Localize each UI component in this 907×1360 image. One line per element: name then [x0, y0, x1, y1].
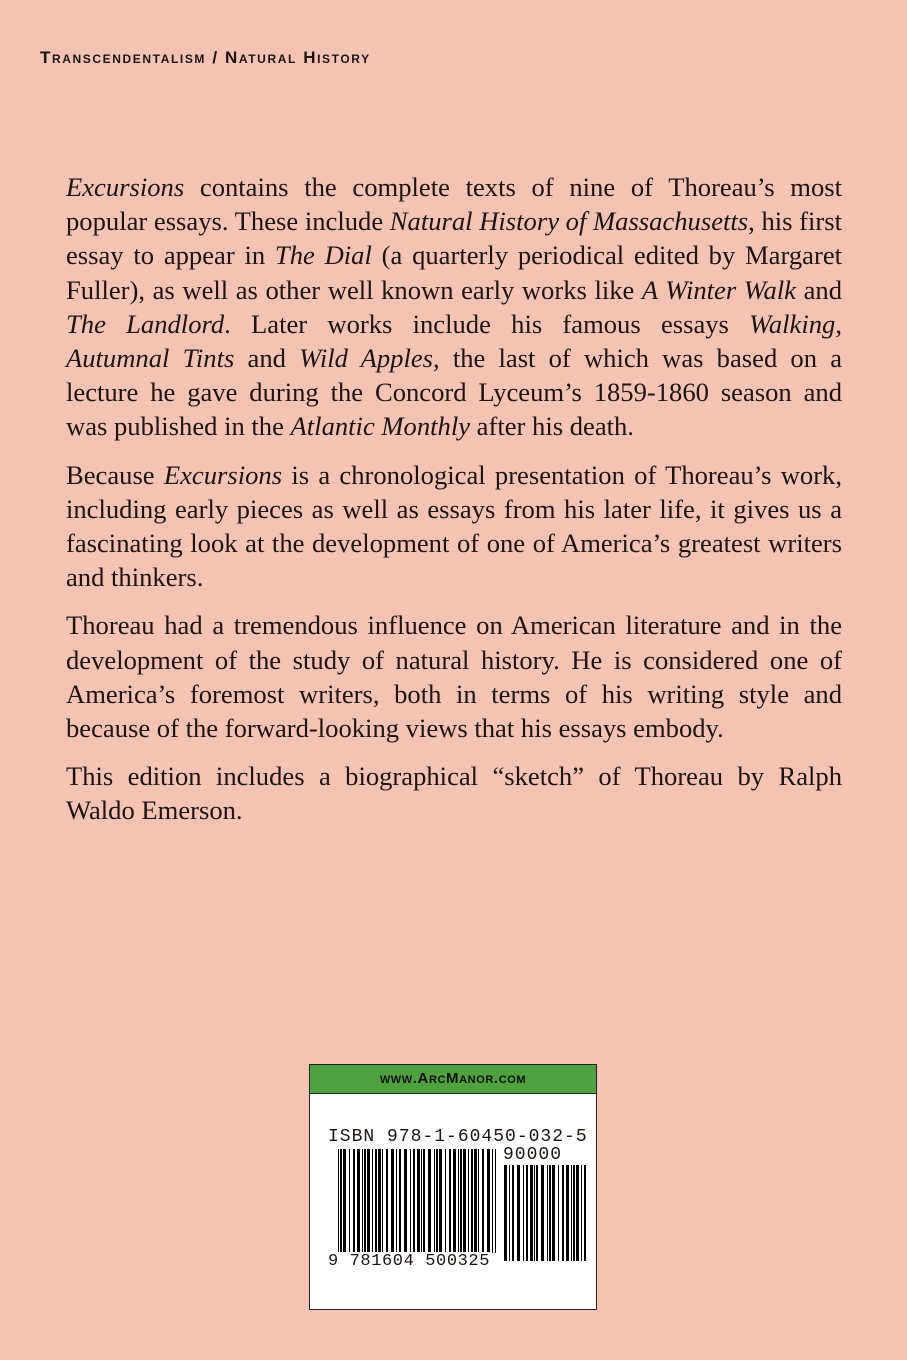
- barcode-bar: [576, 1165, 579, 1261]
- barcode-bar: [382, 1149, 383, 1253]
- italic-title: The Dial: [274, 240, 372, 271]
- barcode-bar: [391, 1149, 394, 1253]
- text-run: . Later works include his famous essays: [224, 308, 750, 339]
- barcode-bar: [413, 1149, 415, 1253]
- barcode-bar: [552, 1165, 555, 1261]
- italic-title: Natural History of Massachusetts: [389, 206, 749, 237]
- isbn-label: ISBN 978-1-60450-032-5: [328, 1127, 588, 1147]
- text-run: (a quarterly periodical edited by Margaret Fuller), as well as other well known early works like: [66, 240, 843, 305]
- italic-title: Excursions: [163, 459, 283, 490]
- barcode-bar: [372, 1149, 373, 1253]
- barcode-bar: [367, 1149, 370, 1253]
- barcode-bar: [362, 1149, 363, 1253]
- blurb-paragraph-4: This edition includes a biographical “sketch” of Thoreau by Ralph Waldo Emerson.: [66, 761, 842, 826]
- text-run: and: [796, 274, 842, 305]
- barcode-bar: [492, 1149, 493, 1253]
- italic-title: Walking, Autumnal Tints: [66, 308, 842, 374]
- barcode-bar: [458, 1149, 459, 1253]
- barcode-bar: [445, 1149, 446, 1253]
- barcode-bar: [463, 1149, 466, 1253]
- barcode-bar: [509, 1165, 510, 1261]
- barcode-bar: [404, 1149, 407, 1253]
- barcode-bar: [453, 1149, 456, 1253]
- blurb-paragraph-2: [66, 458, 842, 595]
- text-run: contains the complete texts of nine of Thoreau’s most popular essays. These include: [66, 172, 842, 237]
- barcode-bar: [482, 1149, 484, 1253]
- barcode-graphic: [310, 1065, 598, 1311]
- barcode-bar: [474, 1149, 477, 1253]
- barcode-bar: [478, 1149, 479, 1253]
- text-run: is a chronological presentation of Thoreau’s work, including early pieces as well as essays from his later life, it gives us a fascinating look at the development of one of America’s greatest writers and thinkers.: [66, 459, 842, 593]
- italic-title: Excursions: [66, 172, 185, 202]
- barcode-bar: [423, 1149, 425, 1261]
- barcode-bar: [349, 1149, 350, 1253]
- barcode-bar: [421, 1149, 422, 1253]
- barcode-bar: [541, 1165, 544, 1261]
- barcode-digits: 9 781604 500325: [328, 1252, 491, 1271]
- text-run: , his first essay to appear in: [66, 206, 842, 271]
- barcode-bar: [581, 1165, 582, 1261]
- barcode-bar: [495, 1149, 496, 1253]
- barcode-bar: [512, 1165, 514, 1261]
- barcode-bar: [340, 1149, 342, 1261]
- italic-title: Wild Apples: [299, 343, 433, 374]
- barcode-bar: [536, 1165, 538, 1261]
- barcode-bar: [562, 1165, 564, 1261]
- barcode-bar: [357, 1149, 360, 1253]
- barcode-bar: [584, 1165, 586, 1261]
- barcode-bar: [375, 1149, 377, 1253]
- barcode-bar: [517, 1165, 520, 1261]
- barcode-bar: [558, 1165, 559, 1261]
- publisher-url[interactable]: www.ArcManor.com: [310, 1065, 596, 1094]
- barcode-bar: [571, 1165, 572, 1261]
- text-run: Because: [66, 459, 164, 490]
- blurb-paragraph-1: [66, 170, 842, 444]
- barcode-bar: [439, 1149, 442, 1253]
- barcode-bar: [353, 1149, 355, 1253]
- barcode-bar: [549, 1165, 551, 1261]
- barcode-bar: [487, 1149, 490, 1253]
- barcode-bar: [523, 1165, 524, 1261]
- barcode-bar: [566, 1165, 569, 1261]
- barcode-bar: [396, 1149, 397, 1253]
- barcode-bar: [399, 1149, 401, 1253]
- price-addon-label: 90000: [503, 1145, 563, 1165]
- barcode-bar: [343, 1149, 346, 1253]
- barcode-bar: [573, 1165, 575, 1261]
- barcode-bar: [530, 1165, 533, 1261]
- barcode-bar: [468, 1149, 469, 1253]
- barcode-bar: [338, 1149, 339, 1261]
- barcode-bar: [386, 1149, 388, 1253]
- barcode-bar: [526, 1165, 528, 1261]
- italic-title: A Winter Walk: [641, 274, 796, 305]
- italic-title: The Landlord: [66, 308, 225, 339]
- barcode-bar: [378, 1149, 381, 1253]
- text-run: , the last of which was based on a lecture he gave during the Concord Lyceum’s 1859-1860 season and was published in the: [66, 343, 843, 442]
- barcode-bar: [547, 1165, 548, 1261]
- text-run: and: [234, 343, 300, 374]
- barcode-bar: [449, 1149, 451, 1253]
- barcode-bar: [460, 1149, 462, 1253]
- italic-title: Atlantic Monthly: [290, 411, 471, 442]
- barcode-bar: [436, 1149, 438, 1253]
- barcode-bar: [471, 1149, 473, 1253]
- category-label: Transcendentalism / Natural History: [40, 48, 371, 67]
- barcode-bar: [417, 1149, 420, 1253]
- barcode-bar: [428, 1149, 431, 1261]
- barcode-bar: [410, 1149, 411, 1253]
- barcode-bar: [504, 1165, 507, 1261]
- text-run: after his death.: [470, 411, 634, 442]
- barcode-box: [309, 1064, 597, 1310]
- barcode-bar: [534, 1165, 535, 1261]
- barcode-bar: [364, 1149, 366, 1253]
- blurb-paragraph-3: Thoreau had a tremendous influence on American literature and in the development of the study of natural history. He is considered one of America’s foremost writers, both in terms of his writing style and because of the forward-looking views that his essays embody.: [66, 610, 842, 744]
- back-cover-blurb: [66, 170, 842, 842]
- barcode-bar: [434, 1149, 435, 1253]
